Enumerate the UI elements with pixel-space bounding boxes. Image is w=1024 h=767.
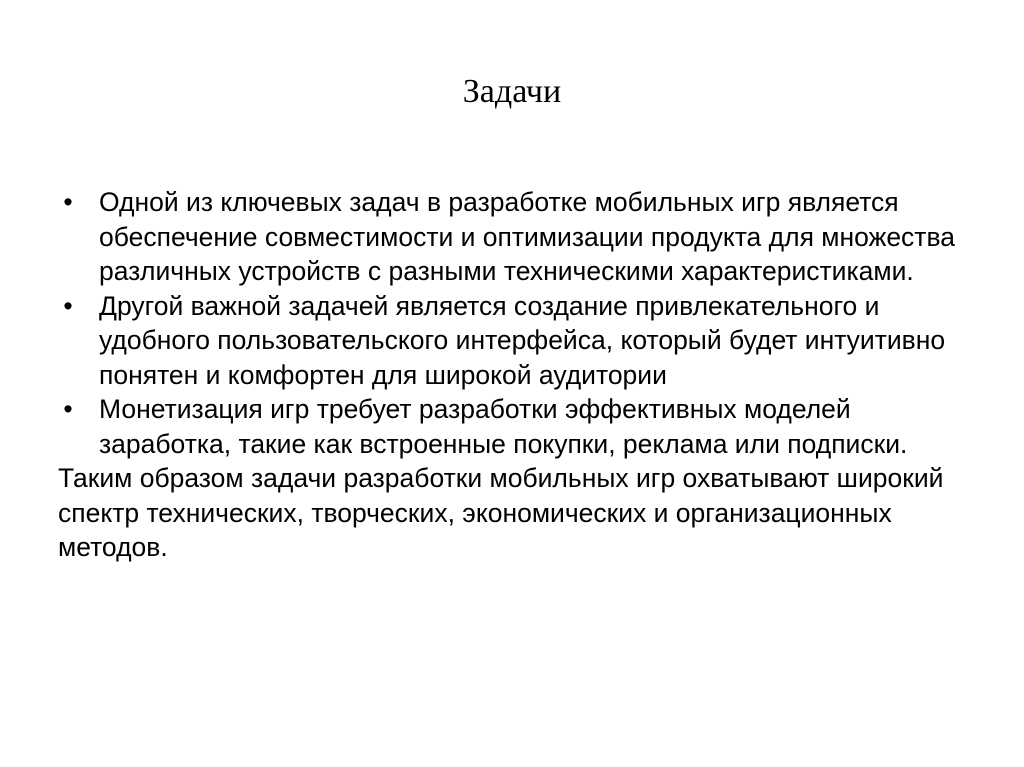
summary-paragraph: Таким образом задачи разработки мобильных игр охватывают широкий спектр технических, творческих, экономических и организационных методов. — [58, 463, 944, 562]
bullet-dot-icon: • — [63, 290, 73, 321]
bullet-text: Монетизация игр требует разработки эффективных моделей заработка, такие как встроенные покупки, реклама или подписки. — [99, 394, 908, 459]
slide-title: Задачи — [462, 73, 562, 110]
slide-body — [58, 185, 978, 565]
bullet-text: Другой важной задачей является создание привлекательного и удобного пользовательского интерфейса, который будет интуитивно понятен и комфортен для широкой аудитории — [99, 290, 946, 390]
bullet-list — [58, 185, 978, 461]
bullet-text: Одной из ключевых задач в разработке мобильных игр является обеспечение совместимости и оптимизации продукта для множества различных устройств с разными техническими характеристиками. — [99, 187, 955, 286]
bullet-item-monetization — [58, 392, 978, 461]
bullet-item-interface — [58, 289, 978, 393]
bullet-dot-icon: • — [63, 187, 73, 217]
bullet-dot-icon: • — [63, 394, 73, 424]
bullet-item-compatibility — [58, 185, 978, 289]
